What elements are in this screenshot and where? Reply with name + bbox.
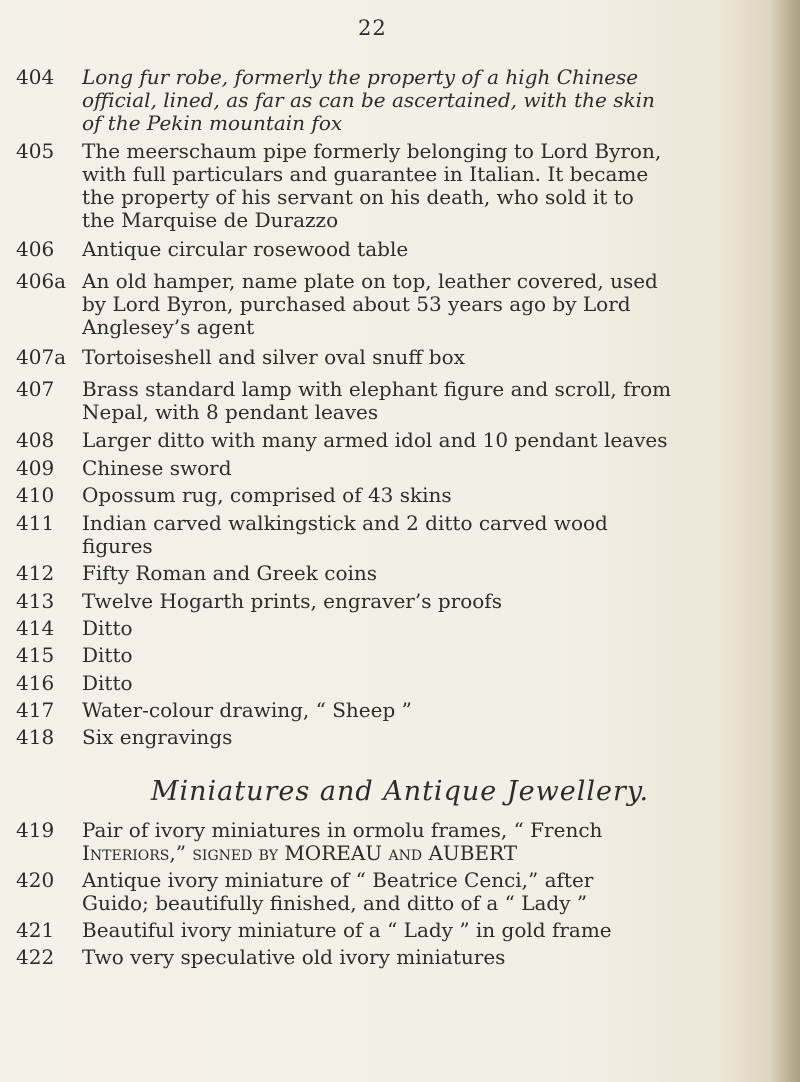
lot-number: 410 — [16, 483, 55, 507]
description-line: Chinese sword — [82, 456, 232, 480]
description-line: Interiors,” signed by MOREAU and AUBERT — [82, 841, 518, 865]
description-line: Brass standard lamp with elephant figure and scroll, from — [82, 377, 672, 401]
description-line: Long fur robe, formerly the property of a high Chinese — [82, 65, 639, 89]
lot-description — [82, 346, 772, 369]
lot-number: 404 — [16, 65, 55, 89]
lot-number: 412 — [16, 561, 55, 585]
description-line: the property of his servant on his death, who sold it to — [82, 185, 634, 209]
lot-description — [82, 429, 772, 452]
lot-description — [82, 726, 772, 749]
lot-number: 414 — [16, 616, 55, 640]
description-line: Nepal, with 8 pendant leaves — [82, 400, 379, 424]
lot-description — [82, 644, 772, 667]
lot-description — [82, 378, 772, 424]
description-line: Ditto — [82, 671, 133, 695]
lot-description — [82, 919, 772, 942]
description-line: with full particulars and guarantee in Italian. It became — [82, 162, 649, 186]
description-line: the Marquise de Durazzo — [82, 208, 339, 232]
lot-number: 409 — [16, 456, 55, 480]
lot-description — [82, 512, 772, 558]
lot-description — [82, 590, 772, 613]
description-line: The meerschaum pipe formerly belonging to Lord Byron, — [82, 139, 662, 163]
description-line: Twelve Hogarth prints, engraver’s proofs — [82, 589, 502, 613]
lot-description — [82, 672, 772, 695]
description-line: Opossum rug, comprised of 43 skins — [82, 483, 452, 507]
lot-number: 418 — [16, 725, 55, 749]
description-line: Fifty Roman and Greek coins — [82, 561, 378, 585]
description-line: figures — [82, 534, 153, 558]
description-line: Six engravings — [82, 725, 233, 749]
description-line: Water-colour drawing, “ Sheep ” — [82, 698, 412, 722]
lot-number: 415 — [16, 643, 55, 667]
lot-number: 406a — [16, 269, 67, 293]
description-line: Anglesey’s agent — [82, 315, 255, 339]
description-line: Ditto — [82, 616, 133, 640]
lot-number: 417 — [16, 698, 55, 722]
lot-description — [82, 562, 772, 585]
lot-description — [82, 238, 772, 261]
description-line: Antique ivory miniature of “ Beatrice Cenci,” after — [82, 868, 594, 892]
lot-description — [82, 699, 772, 722]
lot-description — [82, 66, 772, 135]
description-line: Indian carved walkingstick and 2 ditto carved wood — [82, 511, 608, 535]
section-heading: Miniatures and Antique Jewellery. — [150, 776, 650, 807]
lot-number: 420 — [16, 868, 55, 892]
lot-number: 406 — [16, 237, 55, 261]
description-line: Guido; beautifully finished, and ditto of a “ Lady ” — [82, 891, 588, 915]
description-line: An old hamper, name plate on top, leather covered, used — [82, 269, 658, 293]
lot-number: 405 — [16, 139, 55, 163]
lot-number: 419 — [16, 818, 55, 842]
description-line: official, lined, as far as can be ascertained, with the skin — [82, 88, 655, 112]
lot-description — [82, 457, 772, 480]
lot-number: 422 — [16, 945, 55, 969]
description-line: Tortoiseshell and silver oval snuff box — [82, 345, 465, 369]
lot-number: 411 — [16, 511, 55, 535]
lot-description — [82, 270, 772, 339]
description-line: Antique circular rosewood table — [82, 237, 409, 261]
description-line: of the Pekin mountain fox — [82, 111, 343, 135]
lot-description — [82, 140, 772, 232]
lot-number: 407 — [16, 377, 55, 401]
description-line: by Lord Byron, purchased about 53 years ago by Lord — [82, 292, 631, 316]
lot-description — [82, 484, 772, 507]
lot-number: 421 — [16, 918, 55, 942]
lot-description — [82, 819, 772, 865]
lot-description — [82, 946, 772, 969]
lot-number: 407a — [16, 345, 67, 369]
description-line: Pair of ivory miniatures in ormolu frames, “ French — [82, 818, 603, 842]
lot-description — [82, 869, 772, 915]
lot-number: 408 — [16, 428, 55, 452]
lot-description — [82, 617, 772, 640]
description-line: Two very speculative old ivory miniatures — [82, 945, 506, 969]
description-line: Larger ditto with many armed idol and 10 pendant leaves — [82, 428, 668, 452]
page-number: 22 — [358, 16, 387, 40]
lot-number: 413 — [16, 589, 55, 613]
lot-number: 416 — [16, 671, 55, 695]
description-line: Beautiful ivory miniature of a “ Lady ” in gold frame — [82, 918, 612, 942]
page-edge-shadow — [770, 0, 800, 1082]
description-line: Ditto — [82, 643, 133, 667]
